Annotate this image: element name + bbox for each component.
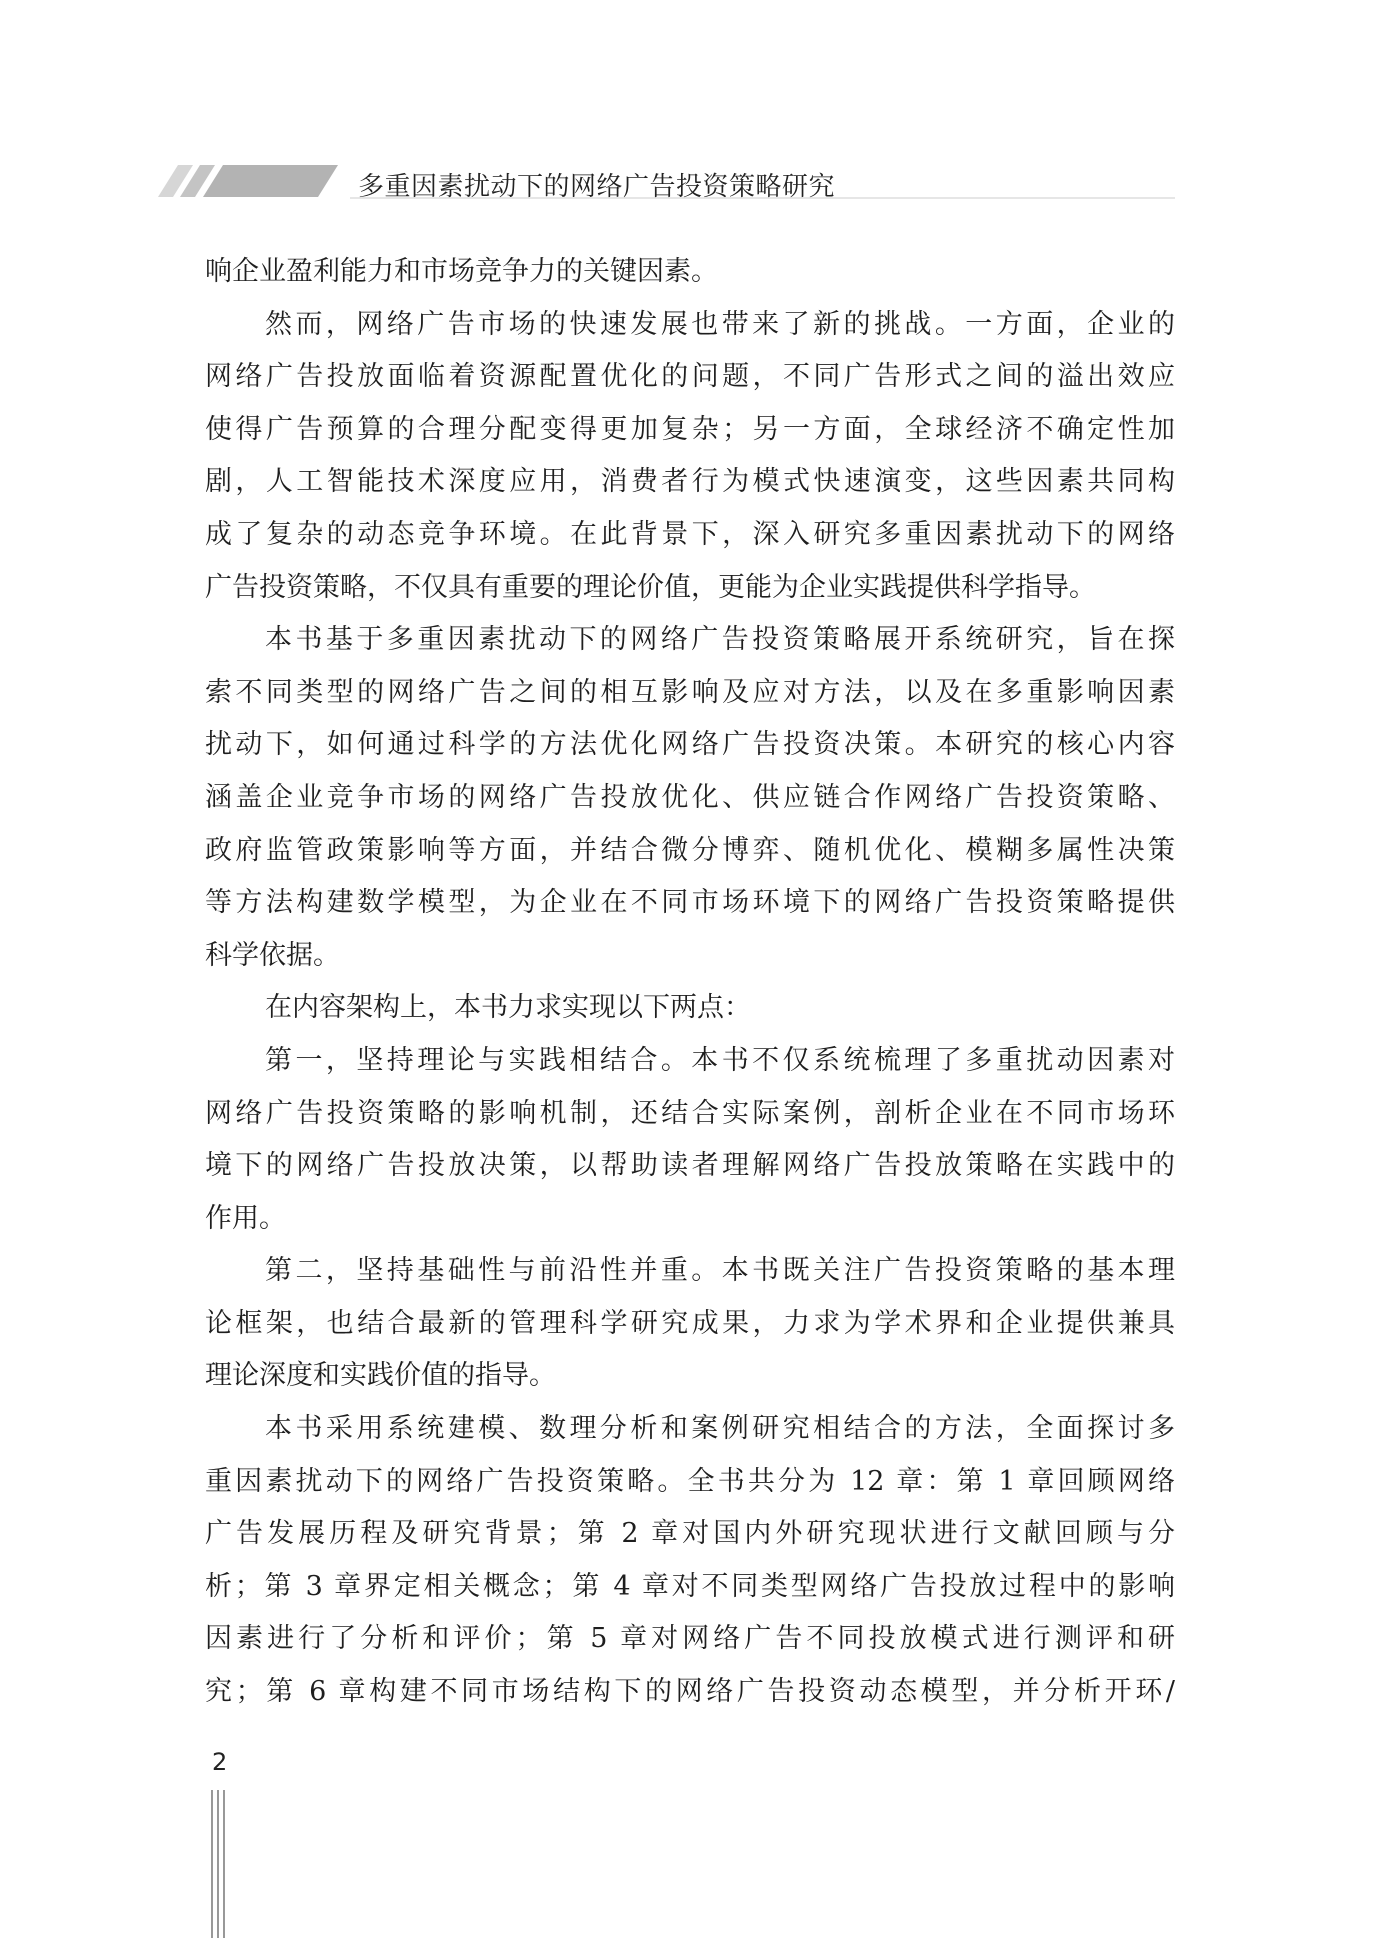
text-line: 理论深度和实践价值的指导。: [205, 1360, 556, 1392]
text-line: 广告发展历程及研究背景；第 2 章对国内外研究现状进行文献回顾与分: [205, 1518, 1175, 1550]
text-line: 等方法构建数学模型，为企业在不同市场环境下的网络广告投资策略提供: [205, 887, 1175, 919]
page-number: 2: [212, 1748, 228, 1776]
text-line: 成了复杂的动态竞争环境。在此背景下，深入研究多重因素扰动下的网络: [205, 518, 1175, 550]
text-line: 然而，网络广告市场的快速发展也带来了新的挑战。一方面，企业的: [265, 308, 1175, 340]
text-line: 广告投资策略，不仅具有重要的理论价值，更能为企业实践提供科学指导。: [205, 571, 1096, 603]
text-line: 科学依据。: [205, 939, 340, 971]
running-header: [0, 0, 1386, 220]
text-line: 本书采用系统建模、数理分析和案例研究相结合的方法，全面探讨多: [265, 1413, 1175, 1445]
text-line: 作用。: [205, 1202, 286, 1234]
text-line: 重因素扰动下的网络广告投资策略。全书共分为 12 章：第 1 章回顾网络: [205, 1465, 1175, 1497]
text-line: 第一，坚持理论与实践相结合。本书不仅系统梳理了多重扰动因素对: [265, 1044, 1175, 1076]
folio-rules-decoration: [210, 1790, 230, 1938]
text-line: 本书基于多重因素扰动下的网络广告投资策略展开系统研究，旨在探: [265, 624, 1175, 656]
text-line: 剧，人工智能技术深度应用，消费者行为模式快速演变，这些因素共同构: [205, 466, 1175, 498]
running-title: 多重因素扰动下的网络广告投资策略研究: [358, 172, 836, 202]
header-bar: [203, 165, 338, 197]
text-line: 网络广告投放面临着资源配置优化的问题，不同广告形式之间的溢出效应: [205, 361, 1175, 393]
text-line: 析；第 3 章界定相关概念；第 4 章对不同类型网络广告投放过程中的影响: [205, 1570, 1175, 1602]
text-line: 扰动下，如何通过科学的方法优化网络广告投资决策。本研究的核心内容: [205, 729, 1175, 761]
text-line: 在内容架构上，本书力求实现以下两点：: [265, 992, 751, 1024]
text-line: 论框架，也结合最新的管理科学研究成果，力求为学术界和企业提供兼具: [205, 1307, 1175, 1339]
text-line: 境下的网络广告投放决策，以帮助读者理解网络广告投放策略在实践中的: [205, 1150, 1175, 1182]
text-line: 索不同类型的网络广告之间的相互影响及应对方法，以及在多重影响因素: [205, 676, 1175, 708]
text-line: 使得广告预算的合理分配变得更加复杂；另一方面，全球经济不确定性加: [205, 413, 1175, 445]
text-line: 究；第 6 章构建不同市场结构下的网络广告投资动态模型，并分析开环/: [205, 1676, 1175, 1708]
text-line: 政府监管政策影响等方面，并结合微分博弈、随机优化、模糊多属性决策: [205, 834, 1175, 866]
text-line: 第二，坚持基础性与前沿性并重。本书既关注广告投资策略的基本理: [265, 1255, 1175, 1287]
body-text: [205, 246, 1175, 1719]
text-line: 涵盖企业竞争市场的网络广告投放优化、供应链合作网络广告投资策略、: [205, 781, 1175, 813]
text-line: 响企业盈利能力和市场竞争力的关键因素。: [205, 256, 718, 287]
text-line: 网络广告投资策略的影响机制，还结合实际案例，剖析企业在不同市场环: [205, 1097, 1175, 1129]
text-line: 因素进行了分析和评价；第 5 章对网络广告不同投放模式进行测评和研: [205, 1623, 1175, 1655]
